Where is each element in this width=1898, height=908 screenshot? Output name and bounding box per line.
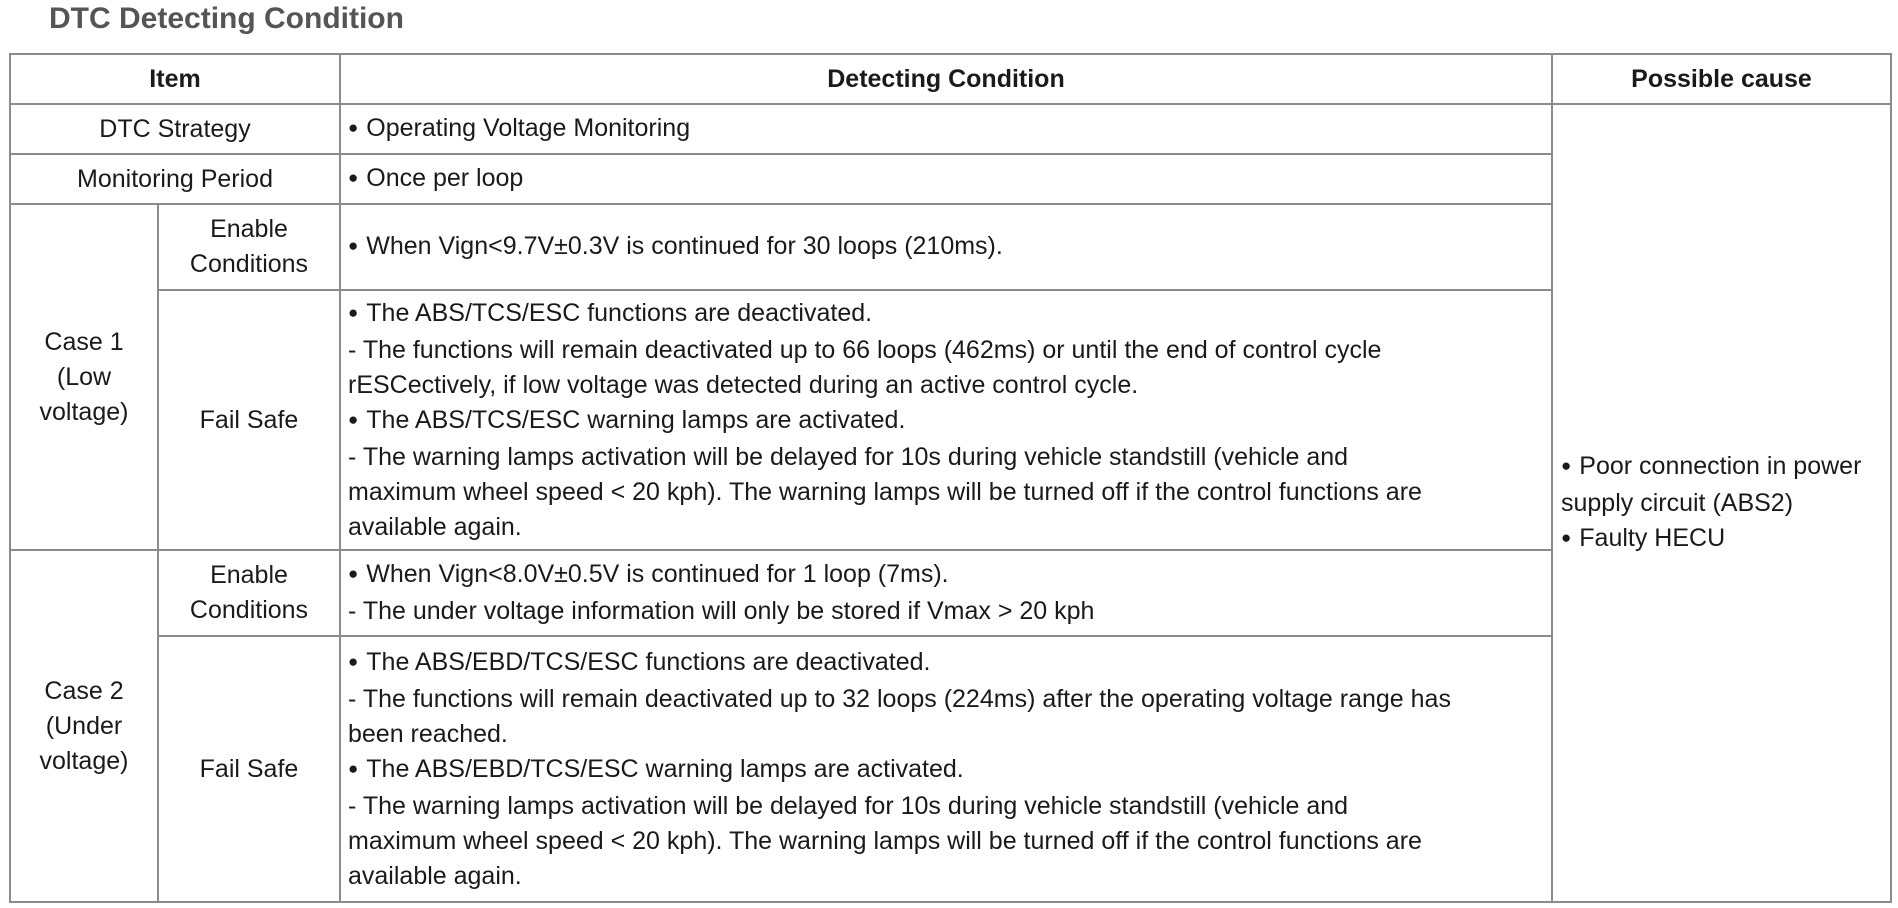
condition-line: ● The ABS/TCS/ESC functions are deactivated. bbox=[348, 296, 1544, 333]
condition-line: - The warning lamps activation will be delayed for 10s during vehicle standstill (vehicle and bbox=[348, 442, 1349, 471]
condition-line: ● Operating Voltage Monitoring bbox=[348, 111, 1544, 148]
case1-failsafe-conditions bbox=[340, 290, 1552, 550]
sub-label-line: Conditions bbox=[189, 596, 309, 624]
case1-enable-label bbox=[158, 204, 340, 290]
sub-label-line: Conditions bbox=[189, 250, 309, 278]
condition-line: ● Once per loop bbox=[348, 161, 1544, 198]
header-row bbox=[10, 54, 1891, 104]
case-label-line: Case 1 bbox=[44, 327, 124, 356]
header-item: Item bbox=[10, 54, 340, 104]
condition-line: ● The ABS/TCS/ESC warning lamps are activated. bbox=[348, 403, 1544, 440]
condition-line: ● When Vign<9.7V±0.3V is continued for 30 loops (210ms). bbox=[348, 229, 1544, 266]
header-detecting-condition: Detecting Condition bbox=[340, 54, 1552, 104]
condition-line: ● The ABS/EBD/TCS/ESC warning lamps are activated. bbox=[348, 752, 1544, 789]
case-label-line: voltage) bbox=[39, 397, 129, 426]
case2-enable-conditions bbox=[340, 550, 1552, 636]
monitoring-period-label: Monitoring Period bbox=[10, 154, 340, 204]
case-label-line: Case 2 bbox=[44, 676, 124, 705]
page-title: DTC Detecting Condition bbox=[49, 2, 404, 35]
condition-line: ● When Vign<8.0V±0.5V is continued for 1 loop (7ms). bbox=[348, 557, 1544, 594]
condition-line: - The under voltage information will only be stored if Vmax > 20 kph bbox=[348, 597, 1095, 625]
condition-line: maximum wheel speed < 20 kph). The warning lamps will be turned off if the control functions are bbox=[348, 826, 1422, 855]
condition-line: available again. bbox=[348, 861, 522, 890]
condition-line: - The functions will remain deactivated up to 32 loops (224ms) after the operating voltage range has bbox=[348, 684, 1451, 713]
condition-line: available again. bbox=[348, 512, 522, 541]
cause-line: ● Faulty HECU bbox=[1561, 521, 1883, 558]
case-label-line: voltage) bbox=[39, 746, 129, 775]
case1-label bbox=[10, 204, 158, 550]
case1-failsafe-label: Fail Safe bbox=[158, 290, 340, 550]
cause-line: supply circuit (ABS2) bbox=[1561, 488, 1794, 517]
case1-enable-conditions bbox=[340, 204, 1552, 290]
condition-line: ● The ABS/EBD/TCS/ESC functions are deactivated. bbox=[348, 645, 1544, 682]
condition-line: maximum wheel speed < 20 kph). The warning lamps will be turned off if the control functions are bbox=[348, 477, 1422, 506]
case-label-line: (Under bbox=[45, 711, 123, 740]
possible-cause-cell bbox=[1552, 104, 1891, 902]
table-row-strategy bbox=[10, 104, 1891, 154]
sub-label-line: Enable bbox=[210, 561, 288, 589]
monitoring-period-value bbox=[340, 154, 1552, 204]
condition-line: - The warning lamps activation will be delayed for 10s during vehicle standstill (vehicle and bbox=[348, 791, 1349, 820]
case2-failsafe-conditions bbox=[340, 636, 1552, 902]
sub-label-line: Enable bbox=[210, 215, 288, 243]
condition-line: rESCectively, if low voltage was detected during an active control cycle. bbox=[348, 370, 1139, 399]
header-possible-cause: Possible cause bbox=[1552, 54, 1891, 104]
case2-label bbox=[10, 550, 158, 902]
case-label-line: (Low bbox=[56, 362, 112, 391]
dtc-strategy-value bbox=[340, 104, 1552, 154]
case2-failsafe-label: Fail Safe bbox=[158, 636, 340, 902]
dtc-condition-table bbox=[9, 53, 1892, 903]
condition-line: - The functions will remain deactivated up to 66 loops (462ms) or until the end of control cycle bbox=[348, 335, 1382, 364]
case2-enable-label bbox=[158, 550, 340, 636]
cause-line: ● Poor connection in power bbox=[1561, 449, 1883, 486]
condition-line: been reached. bbox=[348, 719, 508, 748]
dtc-strategy-label: DTC Strategy bbox=[10, 104, 340, 154]
